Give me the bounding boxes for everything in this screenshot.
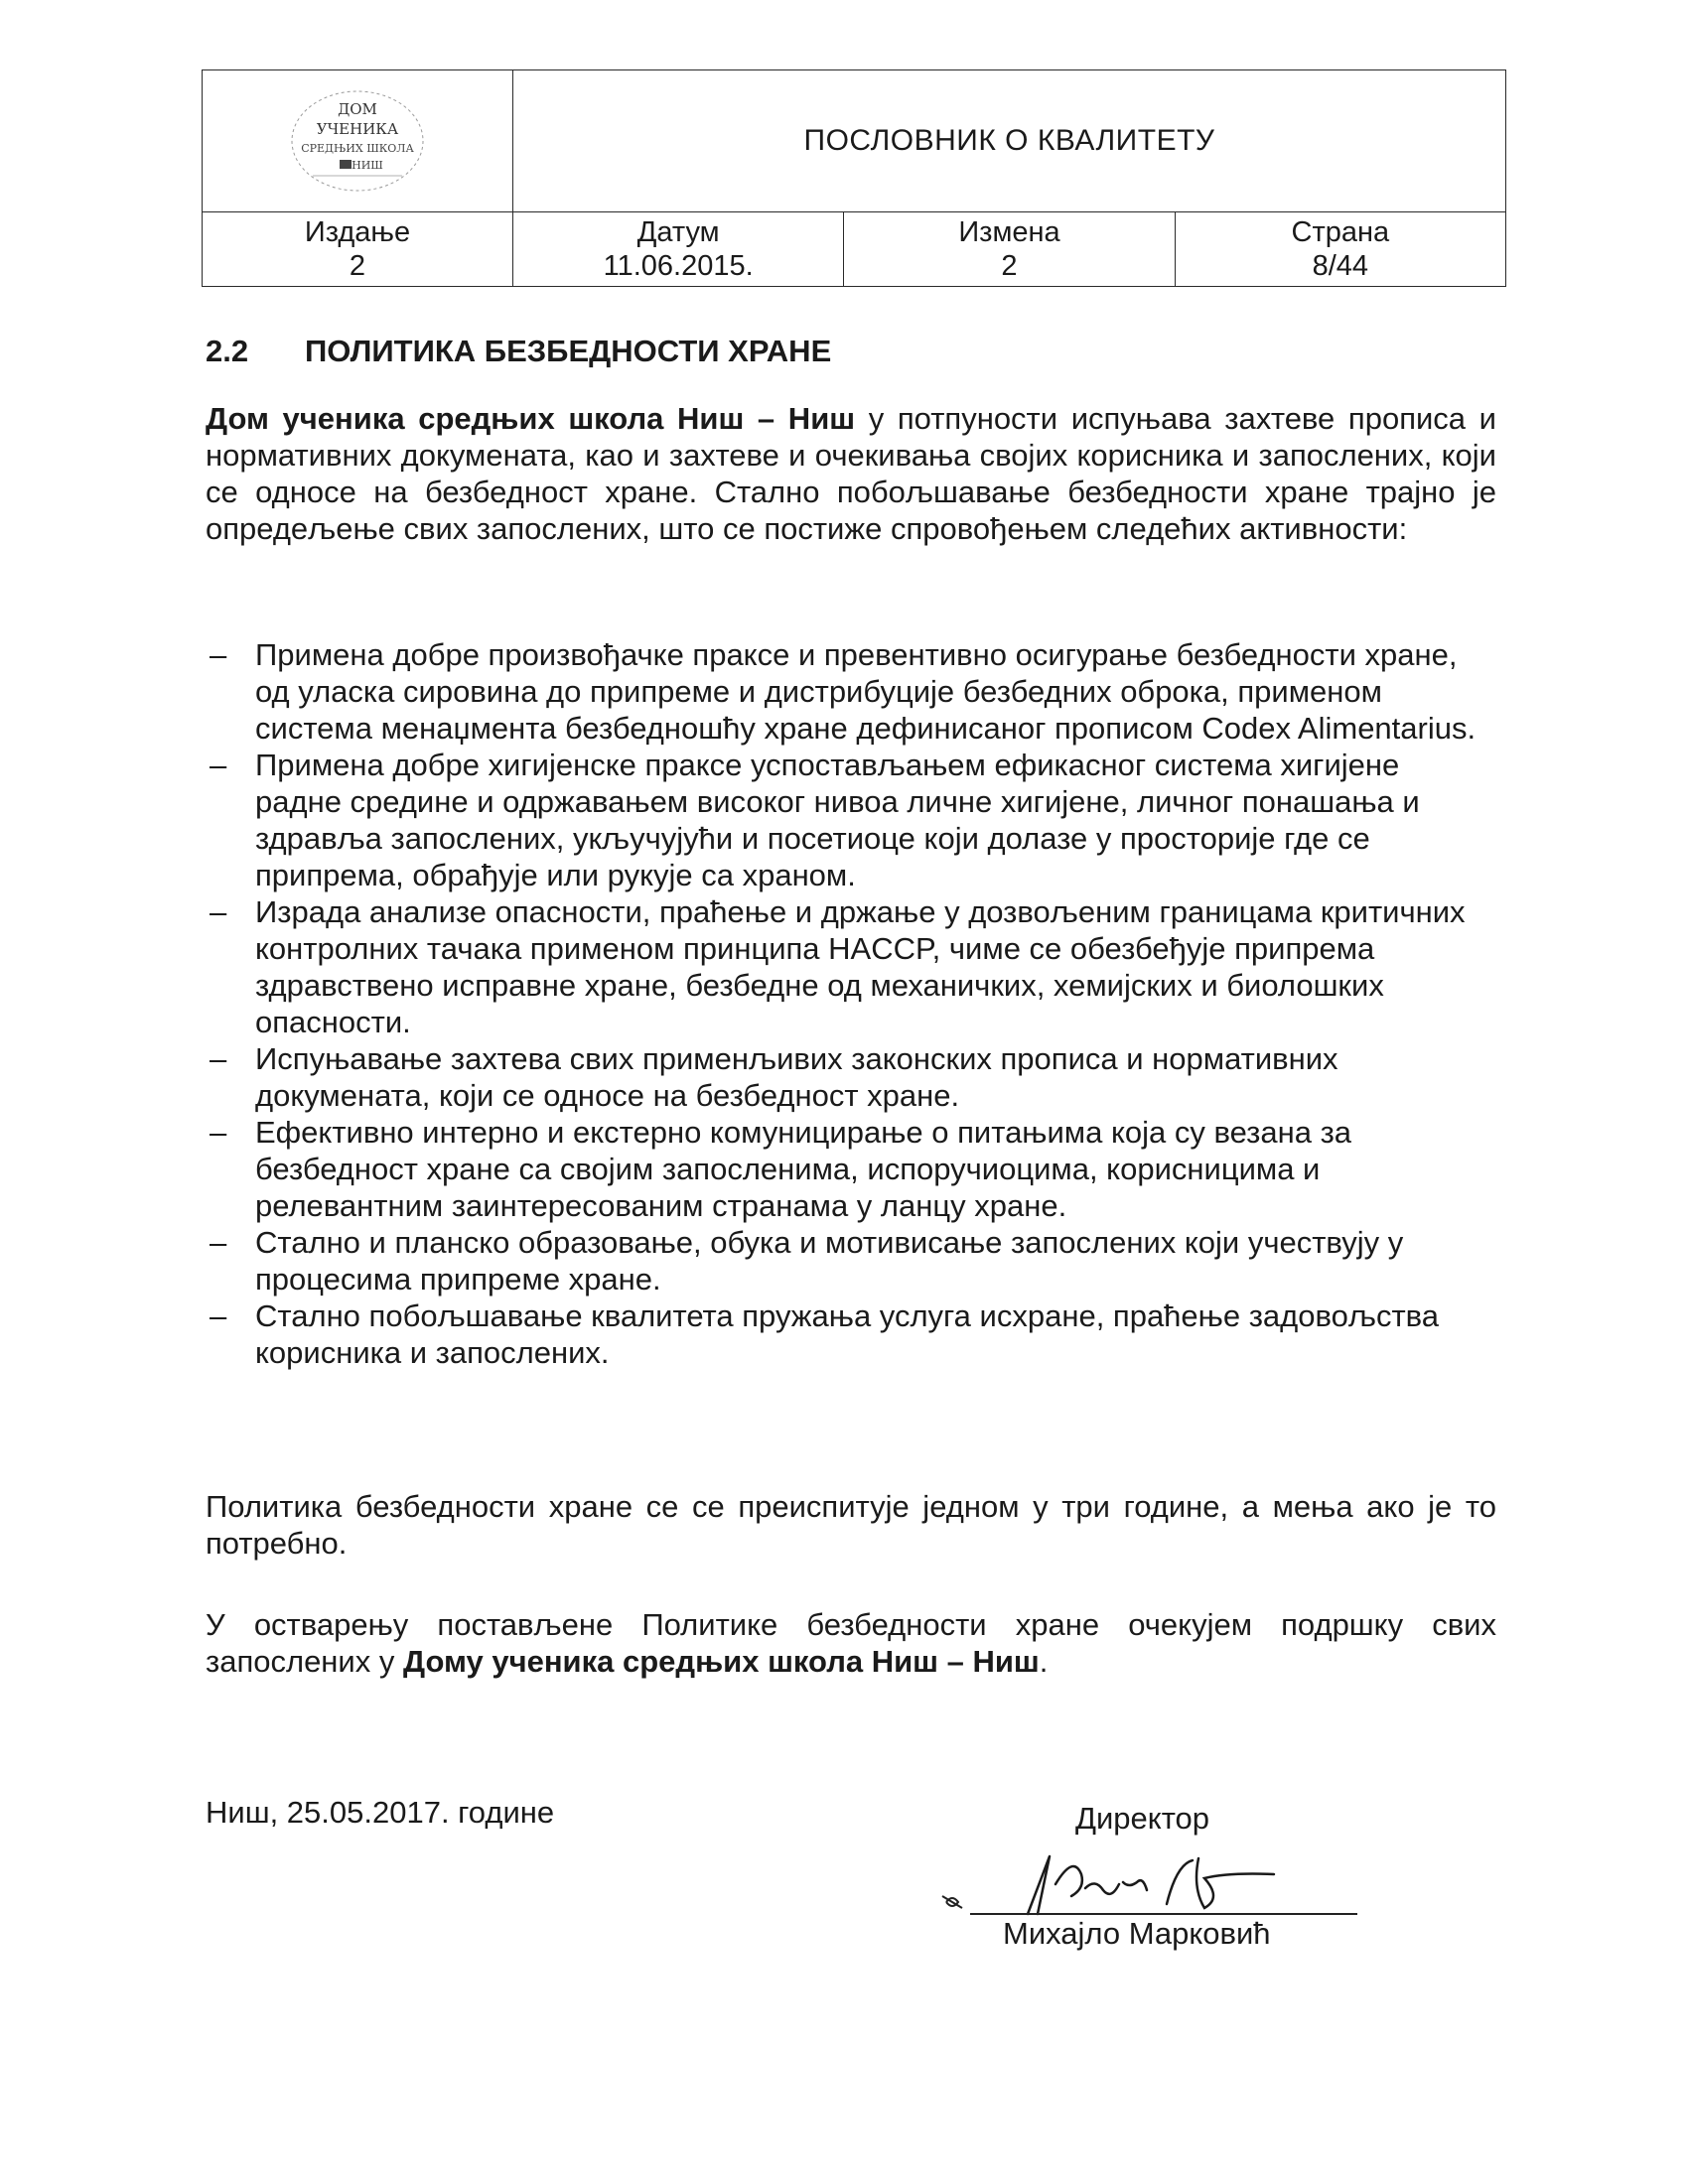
support-paragraph xyxy=(206,1606,1496,1680)
bullet-dash: – xyxy=(210,1115,227,1150)
list-item xyxy=(206,1040,1496,1114)
date-value: 11.06.2015. xyxy=(603,250,754,282)
svg-text:ДОМ: ДОМ xyxy=(338,100,377,118)
edition-cell xyxy=(203,212,513,287)
list-item-text: Ефективно интерно и екстерно комуницирање о питањима која су везана за безбедност хране са својим запосленима, испоручиоцима, корисницима и релевантним заинтересованим странама у ланцу хране. xyxy=(255,1115,1352,1223)
logo-cell xyxy=(203,70,513,212)
activities-list xyxy=(206,636,1496,1371)
page-value: 8/44 xyxy=(1312,250,1369,282)
list-item xyxy=(206,747,1496,893)
director-label: Директор xyxy=(1075,1801,1210,1836)
intro-text: у потпуности испуњава захтеве прописа и нормативних докумената, као и захтеве и очекивања својих корисника и запослених, који се односе на безбедност хране. Стално побољшавање безбедности хране трајно је опредељење свих запослених, што се постиже спровођењем следећих активности: xyxy=(206,401,1496,546)
bullet-dash: – xyxy=(210,1225,227,1260)
date-cell xyxy=(513,212,844,287)
handwritten-signature xyxy=(938,1844,1375,1924)
list-item-text: Примена добре произвођачке праксе и превентивно осигурање безбедности хране, од уласка сировина до припреме и дистрибуције безбедних оброка, применом система менаџмента безбедношћу хране дефинисаног прописом Codex Alimentarius. xyxy=(255,637,1477,746)
date-label: Датум xyxy=(636,216,720,248)
revision-label: Измена xyxy=(958,216,1060,248)
list-item xyxy=(206,1224,1496,1297)
bullet-dash: – xyxy=(210,1041,227,1076)
support-text: У остварењу постављене Политике безбедности хране очекујем подршку свих запослених у xyxy=(206,1607,1496,1679)
section-number: 2.2 xyxy=(206,334,249,368)
list-item xyxy=(206,1114,1496,1224)
list-item-text: Стално побољшавање квалитета пружања услуга исхране, праћење задовољства корисника и запослених. xyxy=(255,1298,1440,1370)
svg-text:СРЕДЊИХ ШКОЛА: СРЕДЊИХ ШКОЛА xyxy=(301,142,414,155)
bullet-dash: – xyxy=(210,894,227,929)
organization-name: Дом ученика средњих школа Ниш – Ниш xyxy=(206,401,856,436)
document-title: ПОСЛОВНИК О КВАЛИТЕТУ xyxy=(513,70,1506,212)
review-paragraph: Политика безбедности хране се се преиспитује једном у три године, а мења ако је то потребно. xyxy=(206,1489,1496,1561)
list-item xyxy=(206,636,1496,747)
list-item-text: Испуњавање захтева свих применљивих законских прописа и нормативних докумената, који се односе на безбедност хране. xyxy=(255,1041,1338,1113)
institution-logo xyxy=(288,86,427,196)
edition-value: 2 xyxy=(349,250,366,282)
support-organization: Дому ученика средњих школа Ниш – Ниш xyxy=(402,1644,1040,1679)
edition-label: Издање xyxy=(304,216,411,248)
document-header-table xyxy=(202,69,1506,287)
director-name: Михајло Марковић xyxy=(1003,1916,1271,1951)
bullet-dash: – xyxy=(210,1298,227,1333)
bullet-dash: – xyxy=(210,748,227,782)
svg-text:НИШ: НИШ xyxy=(352,159,383,172)
signature-line xyxy=(970,1913,1357,1915)
page-label: Страна xyxy=(1291,216,1390,248)
revision-value: 2 xyxy=(1001,250,1018,282)
section-title: ПОЛИТИКА БЕЗБЕДНОСТИ ХРАНЕ xyxy=(305,334,832,368)
list-item-text: Стално и планско образовање, обука и мотивисање запослених који учествују у процесима припреме хране. xyxy=(255,1225,1404,1297)
list-item xyxy=(206,1297,1496,1371)
bullet-dash: – xyxy=(210,637,227,672)
support-text-end: . xyxy=(1039,1644,1049,1679)
list-item xyxy=(206,893,1496,1040)
intro-paragraph xyxy=(206,400,1496,547)
page-cell xyxy=(1175,212,1505,287)
svg-text:УЧЕНИКА: УЧЕНИКА xyxy=(316,120,399,138)
list-item-text: Израда анализе опасности, праћење и држање у дозвољеним границама критичних контролних тачака применом принципа HACCP, чиме се обезбеђује припрема здравствено исправне хране, безбедне од механичких, хемијских и биолошких опасности. xyxy=(255,894,1466,1039)
section-heading xyxy=(206,334,831,369)
list-item-text: Примена добре хигијенске праксе успостављањем ефикасног система хигијене радне средине и одржавањем високог нивоа личне хигијене, личног понашања и здравља запослених, укључујући и посетиоце који долазе у просторије где се припрема, обрађује или рукује са храном. xyxy=(255,748,1420,892)
place-date: Ниш, 25.05.2017. године xyxy=(206,1795,555,1830)
revision-cell xyxy=(844,212,1175,287)
